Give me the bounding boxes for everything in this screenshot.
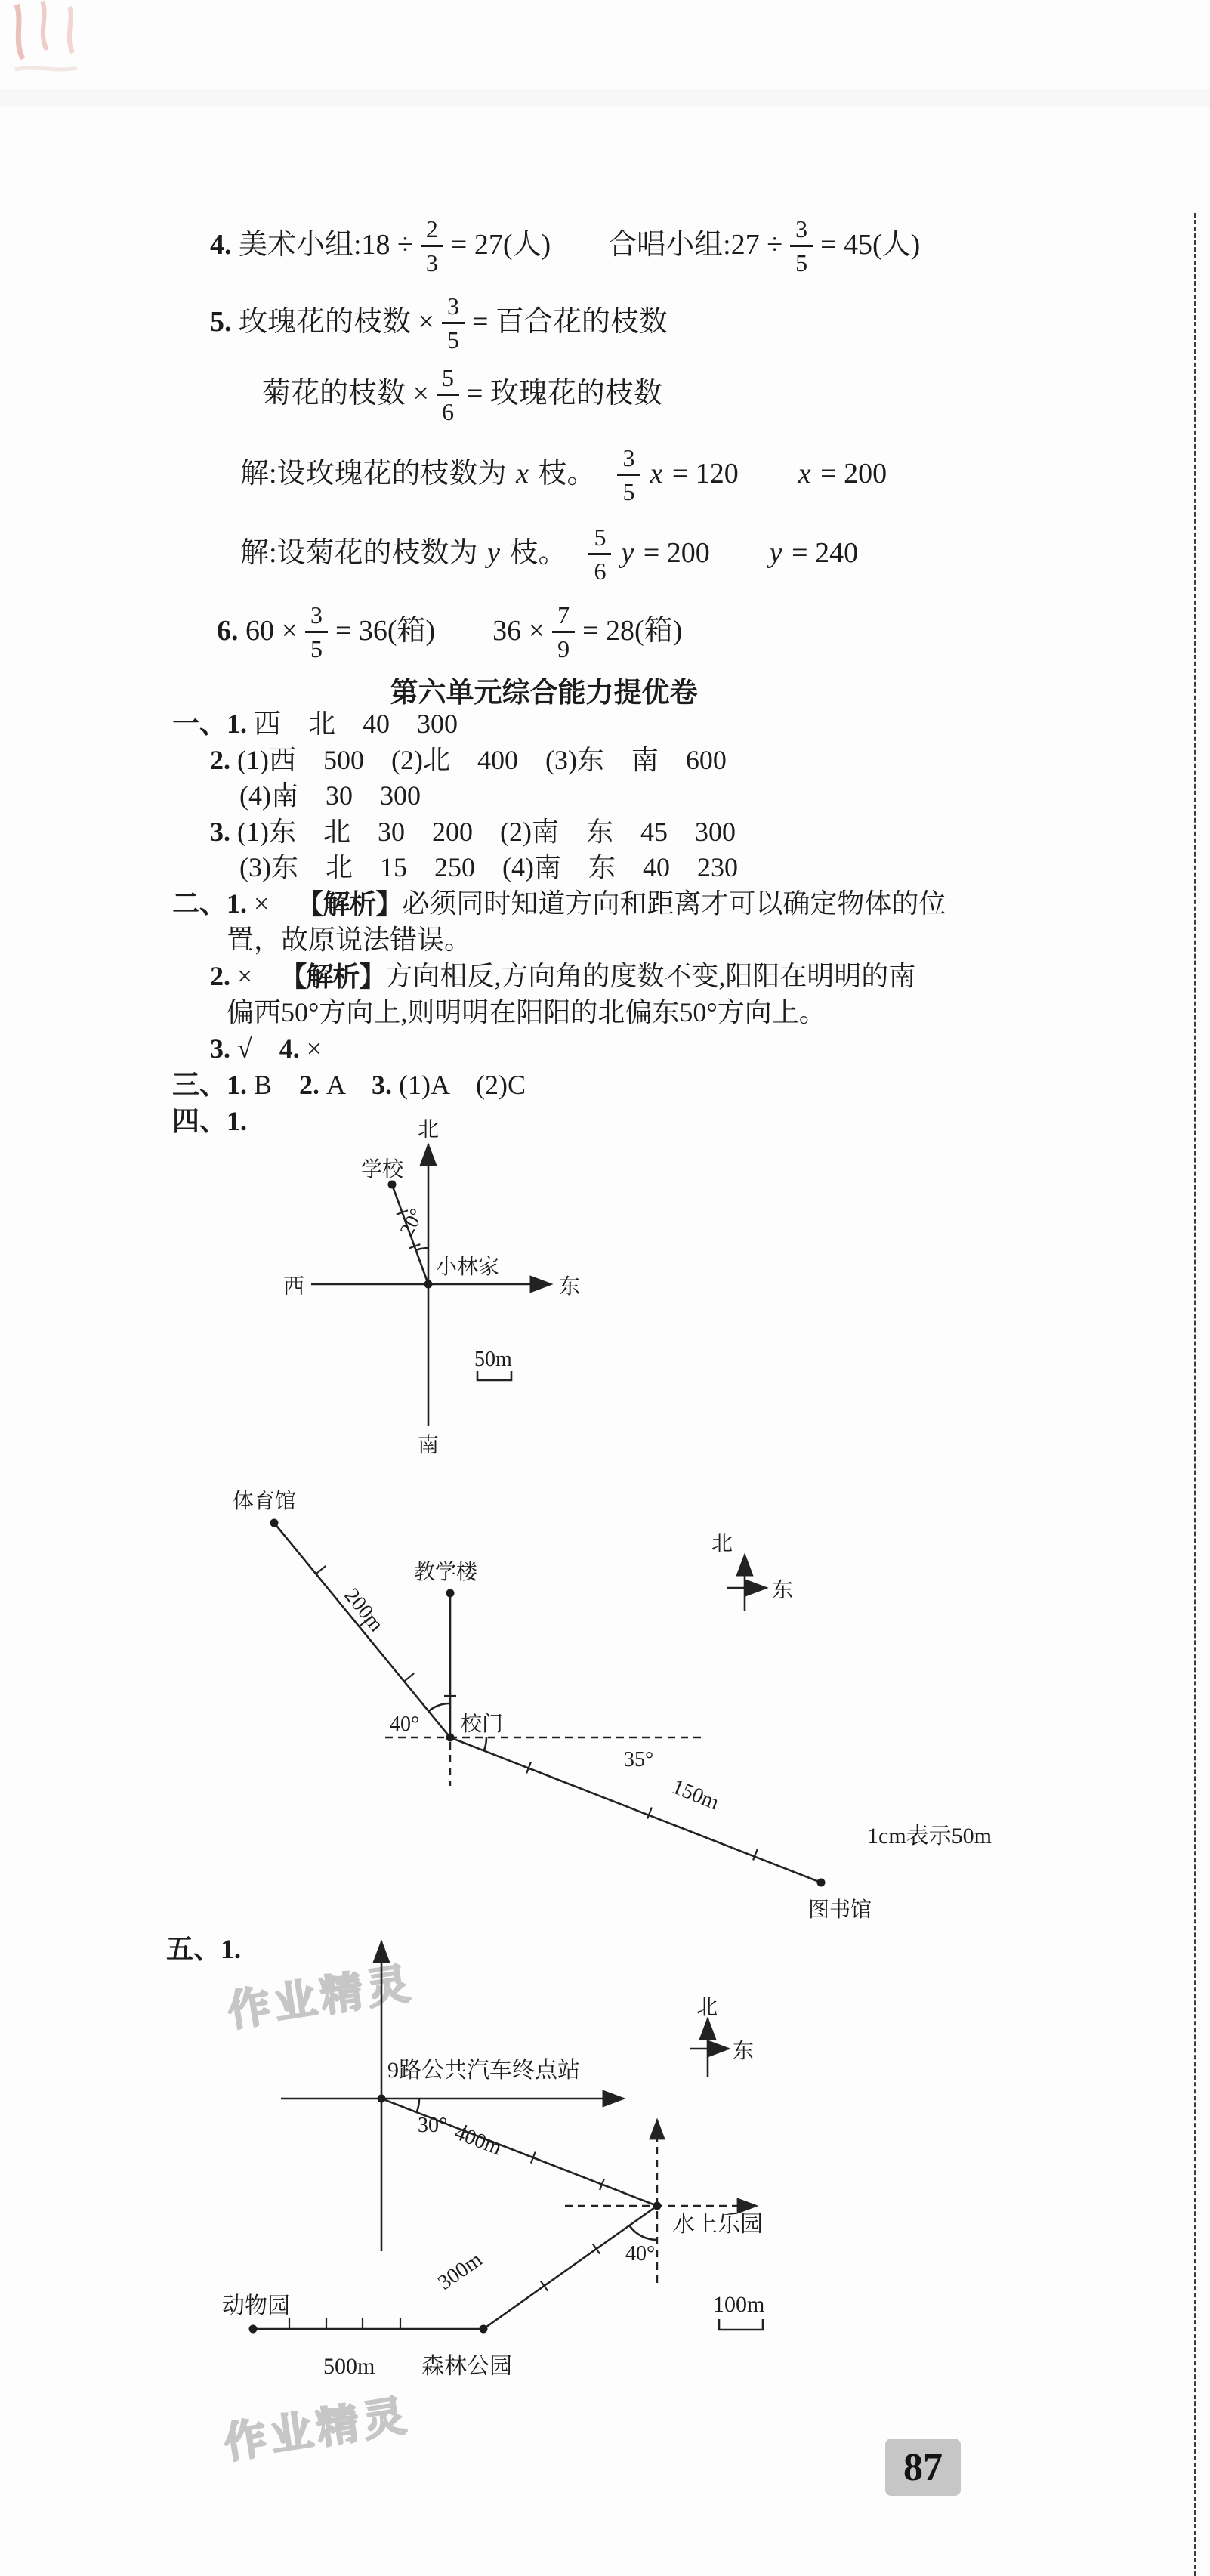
gate-dashed-lines	[385, 1737, 701, 1786]
scale-bracket	[719, 2319, 763, 2330]
label-gate: 校门	[461, 1713, 504, 1736]
equation-line: 解:设玫瑰花的枝数为 x 枝。 $\frac{3}{5}$ x = 120 x = 200	[240, 443, 887, 505]
answer-line: 置，故原说法错误。	[227, 925, 472, 955]
bus-station-dot	[378, 2095, 386, 2103]
direction-diagram-school-gate	[204, 1481, 1020, 1941]
label-west: 西	[283, 1275, 305, 1299]
direction-diagram-home	[242, 1103, 589, 1466]
school-dot	[388, 1181, 397, 1189]
home-dot	[424, 1280, 433, 1289]
label-water-park: 水上乐园	[672, 2212, 763, 2237]
forest-park-dot	[480, 2325, 488, 2334]
label-400m: 400m	[451, 2120, 505, 2161]
label-east: 东	[559, 1275, 581, 1299]
equation-line: 5. 玫瑰花的枝数 × $\frac{3}{5}$ = 百合花的枝数	[210, 292, 668, 354]
brush-strokes	[15, 2, 77, 69]
equation-line: 4. 美术小组:18 ÷ $\frac{2}{3}$ = 27(人) 合唱小组:27 ÷ $\frac{3}{5}$ = 45(人)	[210, 215, 921, 276]
label-library: 图书馆	[808, 1898, 872, 1922]
main-route	[274, 1523, 821, 1883]
label-angle-40: 40°	[390, 1713, 420, 1736]
scale-bracket	[477, 1371, 511, 1380]
map-scale-note: 1cm表示50m	[867, 1824, 992, 1849]
answer-line: (4)南 30 300	[239, 780, 421, 811]
answer-line: (3)东 北 15 250 (4)南 东 40 230	[239, 852, 738, 882]
page-cut-line	[1194, 213, 1196, 2576]
answer-line: 四、 1.	[172, 1106, 248, 1136]
water-park-dot	[653, 2202, 662, 2210]
label-500m: 500m	[323, 2354, 375, 2379]
teach-dot	[446, 1589, 455, 1598]
scan-band	[0, 89, 1210, 107]
answer-line: 二、 1. × 【解析】 必须同时知道方向和距离才可以确定物体的位	[172, 888, 946, 919]
equation-line: 6. 60 × $\frac{3}{5}$ = 36(箱) 36 × $\frac{7}{9}$ = 28(箱)	[217, 601, 683, 663]
label-forest-park: 森林公园	[421, 2354, 512, 2379]
label-200m: 200m	[339, 1583, 388, 1636]
label-north: 北	[418, 1118, 440, 1141]
angle-arcs	[417, 2099, 657, 2240]
equation-line: 解:设菊花的枝数为 y 枝。 $\frac{5}{6}$ y = 200 y = 240	[240, 523, 859, 585]
label-angle-35: 35°	[624, 1748, 654, 1771]
answer-line: 2. (1)西 500 (2)北 400 (3)东 南 600	[210, 745, 727, 775]
watermark: 作业精灵	[221, 2390, 413, 2467]
label-300m: 300m	[434, 2247, 487, 2295]
red-ink-decoration	[5, 0, 178, 91]
label-zoo: 动物园	[222, 2293, 290, 2318]
label-east: 东	[733, 2040, 755, 2063]
label-north: 北	[696, 1996, 718, 2019]
answer-line: 偏西50°方向上,则明明在阳阳的北偏东50°方向上。	[227, 997, 826, 1027]
label-angle-20: 20°	[395, 1205, 428, 1240]
gate-dot	[446, 1734, 455, 1742]
label-angle-30: 30°	[418, 2114, 448, 2137]
gym-dot	[270, 1519, 279, 1527]
compass	[727, 1555, 767, 1611]
answer-line: 一、 1. 西 北 40 300	[172, 709, 458, 739]
water-park-dashed-lines	[565, 2120, 757, 2283]
page-number-badge: 87	[885, 2439, 961, 2496]
compass	[690, 2018, 729, 2077]
label-angle-40: 40°	[625, 2242, 656, 2266]
label-home: 小林家	[436, 1256, 500, 1279]
direction-diagram-bus-route	[204, 1934, 1020, 2425]
answer-line: 3. √ 4. ×	[210, 1033, 323, 1064]
label-south: 南	[418, 1434, 440, 1457]
library-dot	[817, 1879, 826, 1887]
teaching-building-line	[444, 1593, 456, 1737]
equation-line: 菊花的枝数 × $\frac{5}{6}$ = 玫瑰花的枝数	[262, 363, 662, 425]
label-scale-50m: 50m	[474, 1348, 512, 1371]
label-north: 北	[711, 1532, 733, 1555]
label-150m: 150m	[668, 1774, 723, 1815]
points	[249, 2095, 662, 2334]
label-east: 东	[772, 1579, 794, 1602]
axes	[281, 1941, 624, 2251]
label-teaching-building: 教学楼	[414, 1561, 478, 1584]
zoo-dot	[249, 2325, 258, 2334]
answer-line: 三、 1. B 2. A 3. (1)A (2)C	[172, 1070, 526, 1100]
answer-line: 五、 1.	[166, 1934, 242, 1964]
label-school: 学校	[361, 1158, 404, 1181]
label-bus-station: 9路公共汽车终点站	[387, 2058, 580, 2083]
answer-line: 2. × 【解析】 方向相反,方向角的度数不变,阳阳在明明的南	[210, 961, 916, 992]
points	[270, 1519, 826, 1887]
section-title: 第六单元综合能力提优卷	[390, 678, 698, 709]
answer-line: 3. (1)东 北 30 200 (2)南 东 45 300	[210, 817, 736, 847]
label-scale-100m: 100m	[713, 2292, 765, 2317]
watermark: 作业精灵	[224, 1958, 417, 2035]
label-gym: 体育馆	[233, 1490, 297, 1513]
